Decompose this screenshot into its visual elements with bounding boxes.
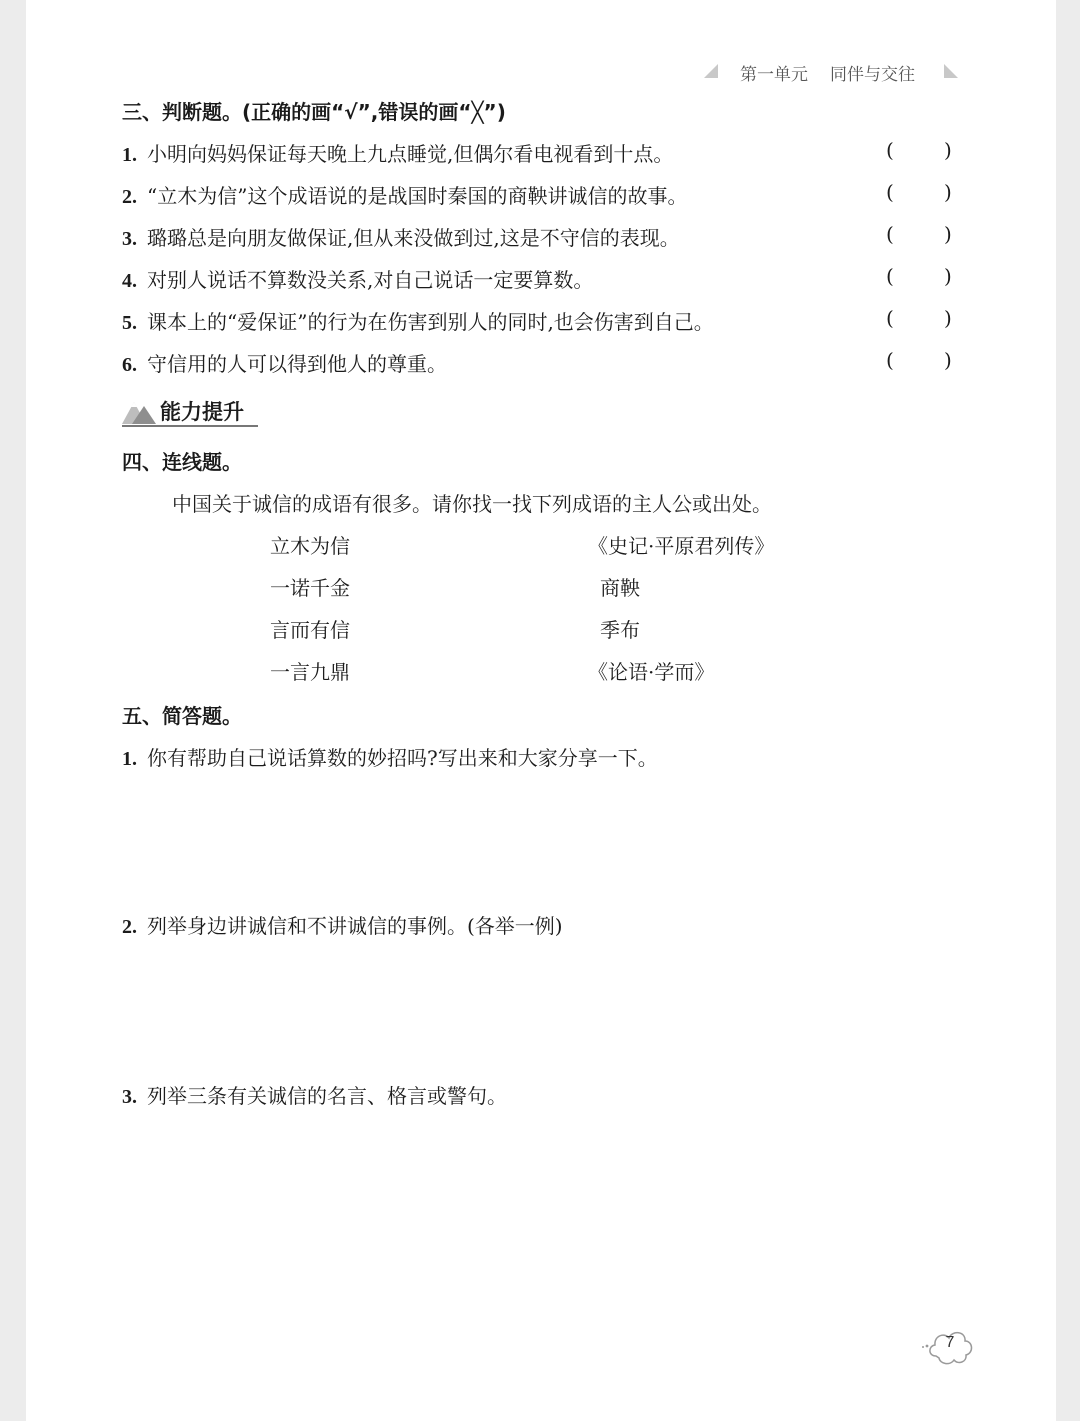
short-answer-1: 1. 你有帮助自己说话算数的妙招吗?写出来和大家分享一下。: [122, 746, 658, 770]
idiom-left-2[interactable]: 一诺千金: [270, 576, 350, 600]
section3-title: 三、判断题。(正确的画“√”,错误的画“╳”): [122, 100, 506, 124]
judge-item-4: 4. 对别人说话不算数没关系,对自己说话一定要算数。: [122, 268, 594, 292]
ability-underline: [122, 425, 258, 427]
answer-paren-open[interactable]: (: [886, 348, 894, 372]
header-right-triangle-icon: [944, 64, 958, 78]
answer-paren-open[interactable]: (: [886, 306, 894, 330]
judge-item-1: 1. 小明向妈妈保证每天晚上九点睡觉,但偶尔看电视看到十点。: [122, 142, 674, 166]
running-header: [26, 58, 1056, 86]
section4-title: 四、连线题。: [122, 450, 242, 474]
judge-item-6: 6. 守信用的人可以得到他人的尊重。: [122, 352, 447, 376]
header-topic: 同伴与交往: [830, 65, 915, 85]
idiom-right-1[interactable]: 《史记·平原君列传》: [588, 534, 775, 558]
ability-label: 能力提升: [160, 400, 244, 424]
page-number: 7: [945, 1334, 955, 1351]
idiom-right-3[interactable]: 季布: [600, 618, 640, 642]
answer-paren-close: ): [944, 138, 952, 162]
short-answer-3: 3. 列举三条有关诚信的名言、格言或警句。: [122, 1084, 507, 1108]
answer-paren-close: ): [944, 180, 952, 204]
judge-item-2: 2. “立木为信”这个成语说的是战国时秦国的商鞅讲诚信的故事。: [122, 184, 688, 208]
section4-intro: 中国关于诚信的成语有很多。请你找一找下列成语的主人公或出处。: [172, 492, 772, 516]
answer-paren-open[interactable]: (: [886, 180, 894, 204]
short-answer-2: 2. 列举身边讲诚信和不讲诚信的事例。(各举一例): [122, 914, 563, 938]
answer-paren-close: ): [944, 264, 952, 288]
judge-item-5: 5. 课本上的“爱保证”的行为在伤害到别人的同时,也会伤害到自己。: [122, 310, 714, 334]
worksheet-page: [26, 0, 1056, 1421]
idiom-right-2[interactable]: 商鞅: [600, 576, 640, 600]
ability-section-heading: [122, 394, 258, 428]
answer-paren-close: ): [944, 348, 952, 372]
answer-paren-close: ): [944, 222, 952, 246]
header-left-triangle-icon: [704, 64, 718, 78]
idiom-left-3[interactable]: 言而有信: [270, 618, 350, 642]
section5-title: 五、简答题。: [122, 704, 242, 728]
answer-paren-open[interactable]: (: [886, 264, 894, 288]
header-unit: 第一单元: [740, 65, 808, 85]
idiom-left-4[interactable]: 一言九鼎: [270, 660, 350, 684]
answer-paren-close: ): [944, 306, 952, 330]
answer-paren-open[interactable]: (: [886, 222, 894, 246]
mountain-icon: [122, 398, 158, 424]
answer-paren-open[interactable]: (: [886, 138, 894, 162]
idiom-left-1[interactable]: 立木为信: [270, 534, 350, 558]
page-number-badge: [922, 1320, 978, 1370]
judge-item-3: 3. 璐璐总是向朋友做保证,但从来没做到过,这是不守信的表现。: [122, 226, 680, 250]
idiom-right-4[interactable]: 《论语·学而》: [588, 660, 715, 684]
